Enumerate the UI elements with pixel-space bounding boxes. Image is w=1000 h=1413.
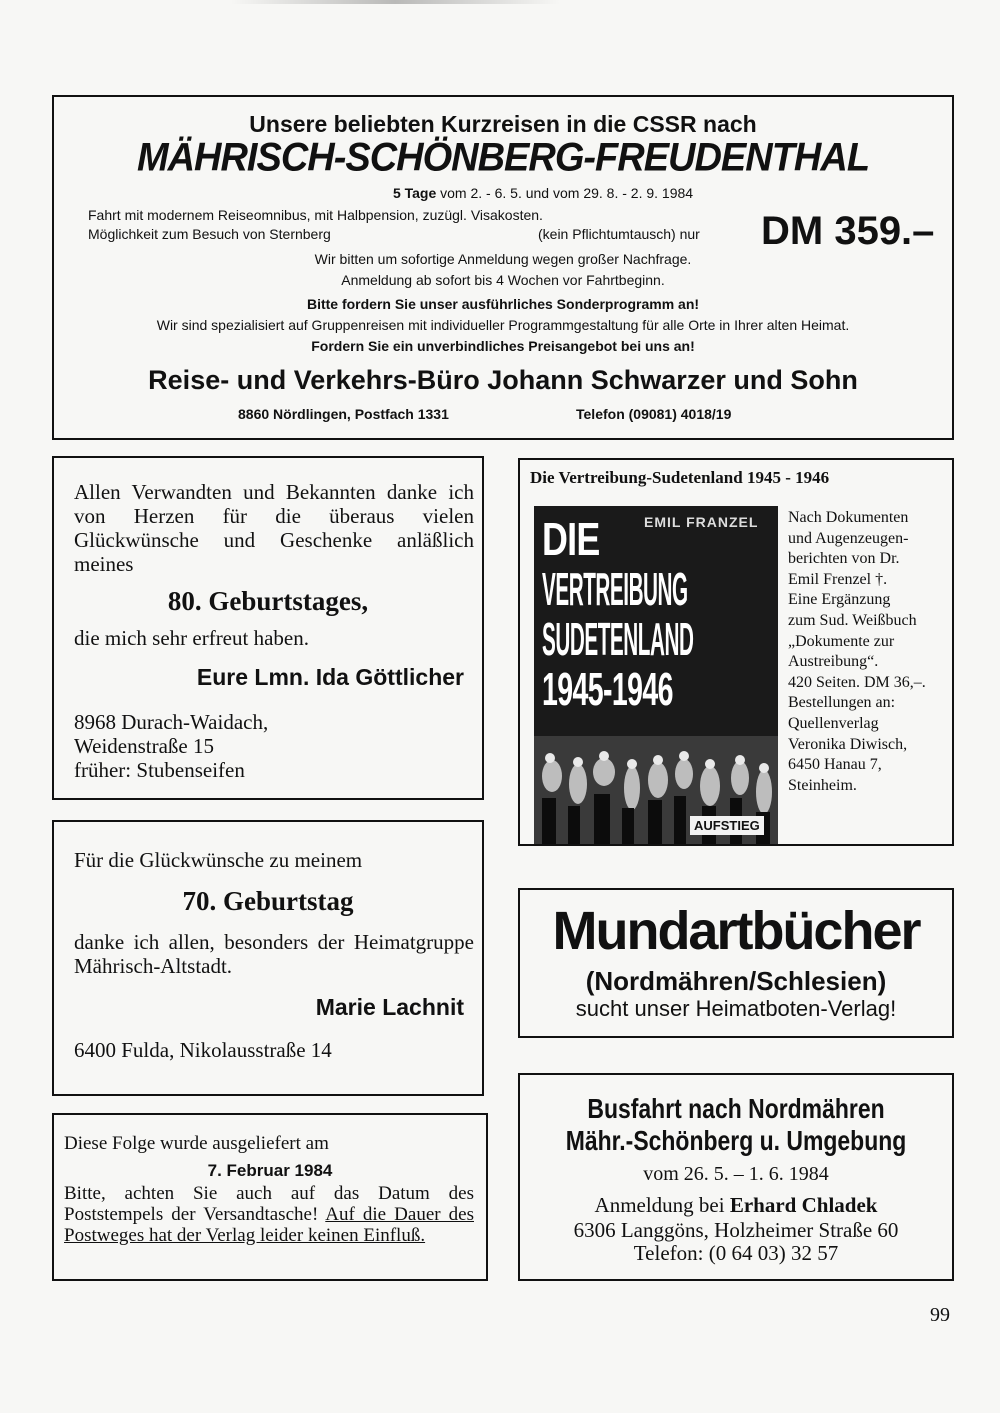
thanks70-address: 6400 Fulda, Nikolausstraße 14: [74, 1038, 332, 1062]
thanks70-signature: Marie Lachnit: [315, 994, 464, 1020]
travel-address: 8860 Nördlingen, Postfach 1331: [238, 406, 449, 422]
book-description: [788, 508, 954, 796]
notice-underlined: Auf die Dauer des Postweges hat der Verlag leider keinen Einfluß.: [64, 1204, 474, 1246]
notice-line1: Diese Folge wurde ausgeliefert am: [64, 1133, 329, 1154]
book-desc-line: Veronika Diwisch,: [788, 735, 908, 753]
travel-headline: Unsere beliebten Kurzreisen in die CSSR nach: [249, 111, 757, 137]
bus-address: 6306 Langgöns, Holzheimer Straße 60: [573, 1218, 899, 1242]
mundart-title: Mundartbücher: [552, 901, 920, 961]
notice-body: [64, 1183, 474, 1246]
bus-dates: vom 26. 5. – 1. 6. 1984: [643, 1163, 829, 1185]
travel-exchange-note: (kein Pflichtumtausch) nur: [538, 226, 700, 242]
thanks70-occasion: 70. Geburtstag: [182, 886, 354, 916]
thanks80-occasion: 80. Geburtstages,: [167, 586, 369, 616]
book-advertisement: [518, 458, 954, 846]
bus-registration-label: Anmeldung bei: [594, 1193, 725, 1217]
notice-date: 7. Februar 1984: [207, 1161, 333, 1180]
thanks70-body: danke ich allen, besonders der Heimatgruppe Mährisch-Altstadt.: [74, 930, 474, 978]
book-desc-line: berichten von Dr.: [788, 550, 900, 568]
travel-program: Bitte fordern Sie unser ausführliches Sonderprogramm an!: [306, 296, 700, 312]
book-cover-line4: 1945-1946: [542, 663, 673, 715]
delivery-notice: [52, 1113, 488, 1281]
thanks80-line2: die mich sehr erfreut haben.: [74, 626, 309, 650]
birthday-70-notice: [52, 820, 484, 1096]
thanks80-address: [74, 710, 268, 782]
book-cover-line1: DIE: [542, 513, 600, 565]
travel-phone: Telefon (09081) 4018/19: [576, 406, 732, 422]
book-desc-line: und Augenzeugen-: [788, 529, 909, 547]
scan-artifact: [230, 0, 560, 4]
book-desc-line: Emil Frenzel †.: [788, 570, 888, 588]
thanks80-signature: Eure Lmn. Ida Göttlicher: [196, 664, 464, 690]
bus-heading2: Mähr.-Schönberg u. Umgebung: [565, 1125, 907, 1156]
thanks70-intro: Für die Glückwünsche zu meinem: [74, 848, 363, 872]
book-title: Die Vertreibung-Sudetenland 1945 - 1946: [530, 468, 830, 487]
book-desc-line: Nach Dokumenten: [788, 509, 909, 526]
bus-phone: Telefon: (0 64 03) 32 57: [633, 1241, 839, 1265]
book-desc-line: Quellenverlag: [788, 714, 879, 732]
notice-line2: Bitte, achten Sie auch auf das Datum des Poststempels der Versandtasche!: [64, 1183, 474, 1225]
thanks80-address-line1: 8968 Durach-Waidach,: [74, 710, 269, 734]
book-cover-author: EMIL FRANZEL: [644, 514, 759, 530]
travel-company: Reise- und Verkehrs-Büro Johann Schwarzer und Sohn: [148, 365, 858, 395]
book-desc-line: „Dokumente zur: [788, 632, 895, 650]
travel-ask: Wir bitten um sofortige Anmeldung wegen großer Nachfrage.: [314, 251, 692, 267]
bus-registration-name: Erhard Chladek: [729, 1193, 878, 1217]
book-desc-line: zum Sud. Weißbuch: [788, 611, 917, 629]
travel-offer: Fordern Sie ein unverbindliches Preisangebot bei uns an!: [311, 338, 695, 354]
book-desc-line: 420 Seiten. DM 36,–.: [788, 673, 926, 691]
bus-registration: [520, 1193, 952, 1218]
travel-dates-label: 5 Tage: [392, 185, 437, 201]
thanks80-address-line2: Weidenstraße 15: [74, 734, 215, 758]
travel-dates-value: vom 2. - 6. 5. und vom 29. 8. - 2. 9. 1984: [440, 185, 694, 201]
travel-trip-info: Fahrt mit modernem Reiseomnibus, mit Halbpension, zuzügl. Visakosten.: [88, 207, 543, 223]
bus-trip-advertisement: [518, 1073, 954, 1281]
book-desc-line: Austreibung“.: [788, 653, 879, 671]
book-cover-image: [534, 506, 778, 844]
mundart-search: sucht unser Heimatboten-Verlag!: [575, 996, 897, 1021]
mundart-region: (Nordmähren/Schlesien): [585, 966, 887, 996]
book-cover-line2: VERTREIBUNG: [542, 563, 688, 615]
book-desc-line: Eine Ergänzung: [788, 591, 891, 609]
book-desc-line: 6450 Hanau 7,: [788, 756, 882, 774]
mundart-books-advertisement: [518, 888, 954, 1038]
bus-heading1: Busfahrt nach Nordmähren: [587, 1093, 885, 1124]
book-cover-publisher: AUFSTIEG: [690, 816, 764, 835]
travel-registration: Anmeldung ab sofort bis 4 Wochen vor Fahrtbeginn.: [341, 272, 665, 288]
book-desc-line: Bestellungen an:: [788, 694, 896, 712]
thanks80-address-line3: früher: Stubenseifen: [74, 758, 245, 782]
book-desc-line: Steinheim.: [788, 776, 857, 794]
travel-destination: MÄHRISCH-SCHÖNBERG-FREUDENTHAL: [136, 135, 870, 181]
birthday-80-notice: [52, 456, 484, 800]
page-number: 99: [930, 1304, 950, 1326]
book-cover-line3: SUDETENLAND: [542, 613, 694, 665]
travel-advertisement: [52, 95, 954, 440]
travel-visit-info: Möglichkeit zum Besuch von Sternberg: [88, 226, 331, 242]
travel-price: DM 359.–: [761, 209, 935, 253]
travel-dates: [134, 185, 952, 201]
thanks80-body: Allen Verwandten und Bekannten danke ich von Herzen für die überaus vielen Glückwünsche und Geschenke anläßlich meines: [74, 480, 474, 576]
travel-specialized: Wir sind spezialisiert auf Gruppenreisen mit individueller Programmgestaltung für alle Orte in Ihrer alten Heimat.: [156, 317, 850, 333]
